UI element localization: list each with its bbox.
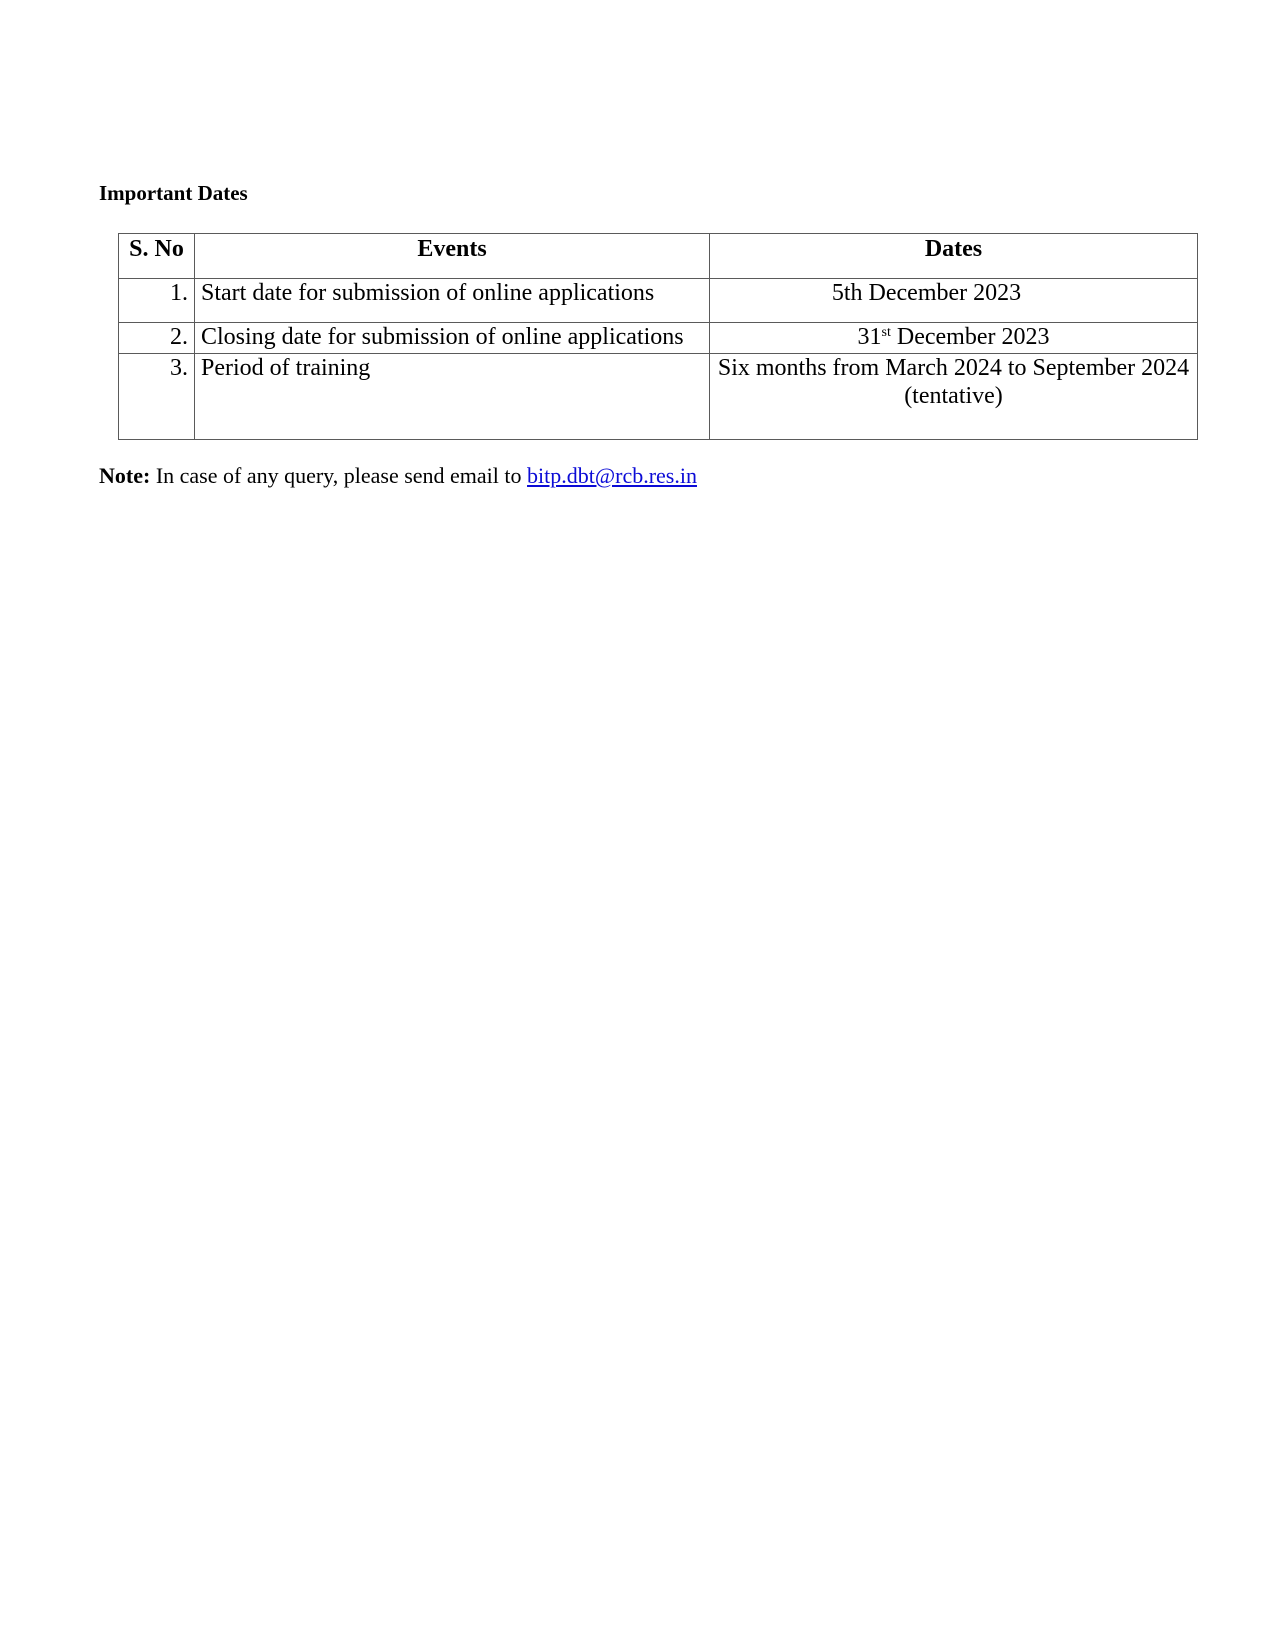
row-event: Period of training [195, 354, 710, 440]
row-sno: 2. [119, 323, 195, 354]
row-date-text: 5th December 2023 [831, 280, 1022, 306]
note-text: In case of any query, please send email to [150, 463, 528, 488]
table-row [119, 323, 1198, 354]
column-header-events: Events [195, 234, 710, 279]
email-link[interactable]: bitp.dbt@rcb.res.in [527, 463, 697, 488]
row-event: Start date for submission of online applications [195, 279, 710, 323]
row-date-day: 31 [857, 324, 882, 350]
note-paragraph [99, 462, 697, 490]
column-header-sno: S. No [119, 234, 195, 279]
row-date-text: Six months from March 2024 to September 2024 (tentative) [717, 355, 1190, 409]
row-date-rest: December 2023 [890, 324, 1050, 350]
row-sno: 3. [119, 354, 195, 440]
row-sno: 1. [119, 279, 195, 323]
table-row [119, 354, 1198, 440]
table-row [119, 279, 1198, 323]
note-label: Note: [99, 463, 151, 488]
column-header-dates: Dates [710, 234, 1198, 279]
table-header-row [119, 234, 1198, 279]
row-date [710, 354, 1198, 440]
row-date [710, 323, 1198, 354]
row-date [710, 279, 1198, 323]
section-heading: Important Dates [99, 181, 248, 205]
important-dates-table [118, 233, 1198, 440]
ordinal-suffix: st [881, 325, 891, 340]
row-event: Closing date for submission of online applications [195, 323, 710, 354]
